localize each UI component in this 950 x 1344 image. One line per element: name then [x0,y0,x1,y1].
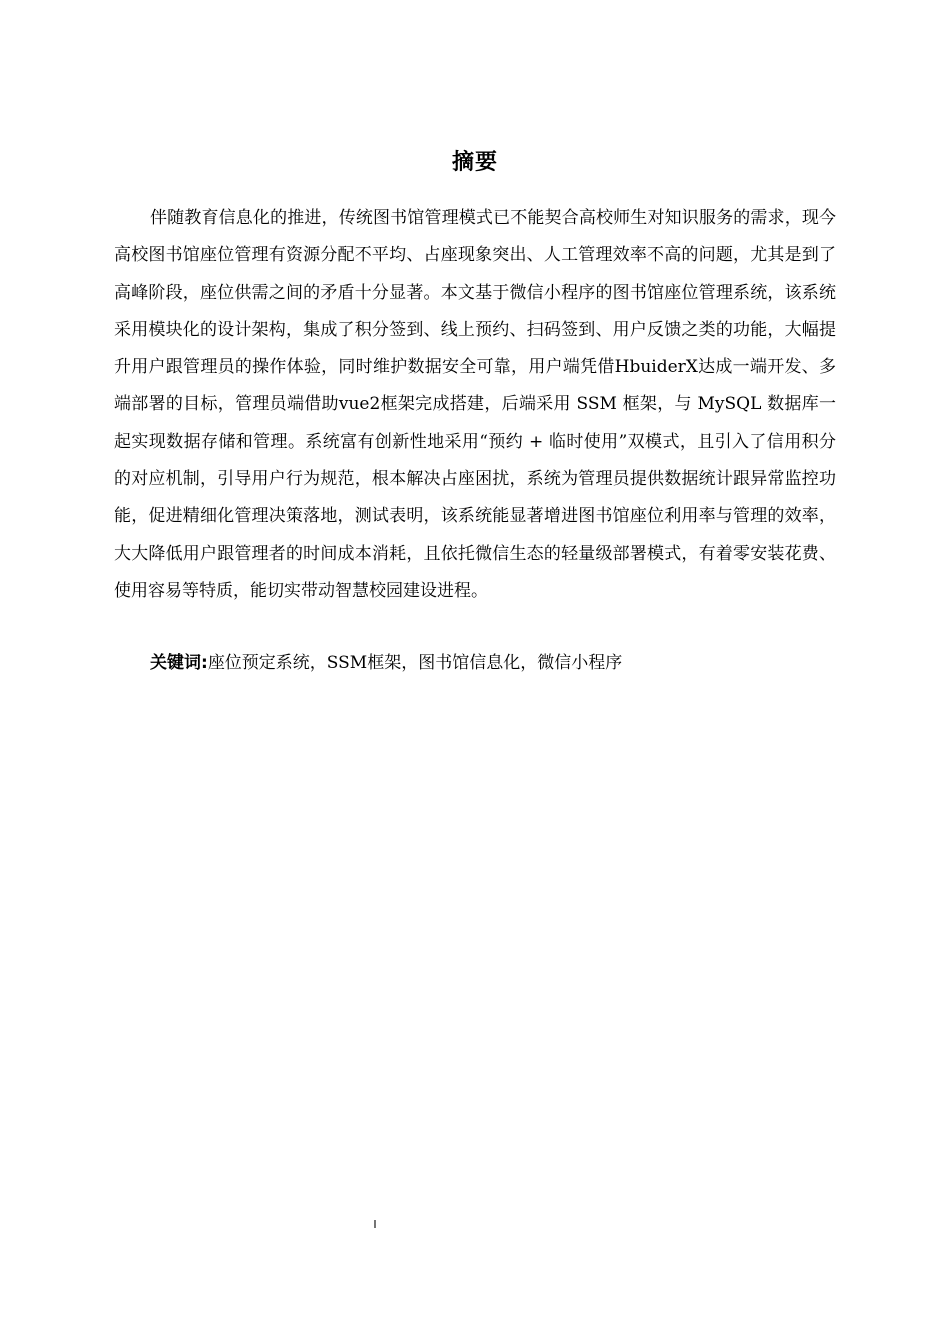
keywords-line [150,646,840,680]
keywords-label: 关键词: [150,653,208,673]
page-number: I [373,1218,377,1231]
page-title: 摘要 [451,150,498,175]
keywords-text: 座位预定系统，SSM框架，图书馆信息化，微信小程序 [207,653,623,673]
abstract-paragraph: 伴随教育信息化的推进，传统图书馆管理模式已不能契合高校师生对知识服务的需求，现今高校图书馆座位管理有资源分配不平均、占座现象突出、人工管理效率不高的问题，尤其是到了高峰阶段，座位供需之间的矛盾十分显著。本文基于微信小程序的图书馆座位管理系统，该系统采用模块化的设计架构，集成了积分签到、线上预约、扫码签到、用户反馈之类的功能，大幅提升用户跟管理员的操作体验，同时维护数据安全可靠，用户端凭借HbuiderX达成一端开发、多端部署的目标，管理员端借助vue2框架完成搭建，后端采用 SSM 框架，与 MySQL 数据库一起实现数据存储和管理。系统富有创新性地采用“预约 + 临时使用”双模式，且引入了信用积分的对应机制，引导用户行为规范，根本解决占座困扰，系统为管理员提供数据统计跟异常监控功能，促进精细化管理决策落地，测试表明，该系统能显著增进图书馆座位利用率与管理的效率，大大降低用户跟管理者的时间成本消耗，且依托微信生态的轻量级部署模式，有着零安装花费、使用容易等特质，能切实带动智慧校园建设进程。 [114,208,836,601]
